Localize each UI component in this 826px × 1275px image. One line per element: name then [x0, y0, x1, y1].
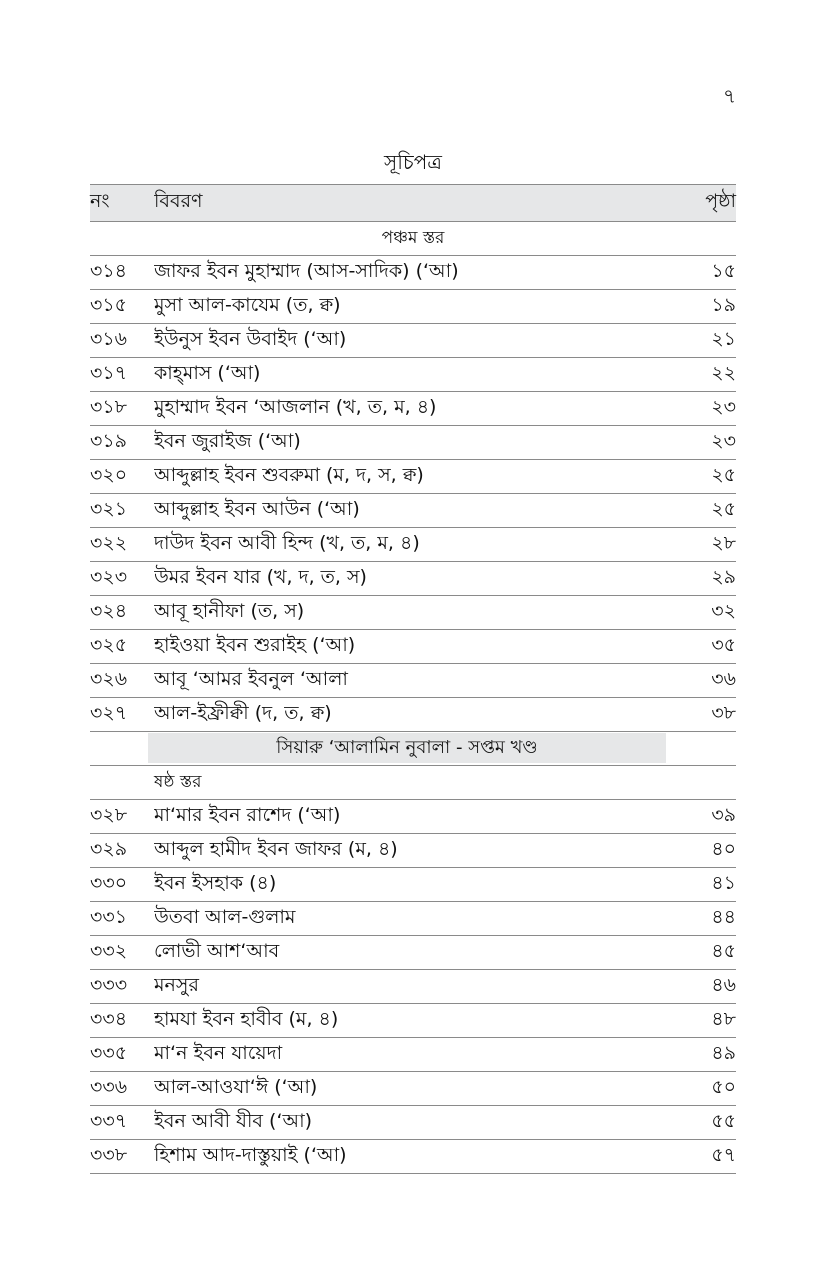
entry-page: ১৫ — [711, 259, 736, 282]
entry-page: ৪৯ — [711, 1041, 736, 1064]
entry-description: আব্দুল হামীদ ইবন জাফর (ম, ৪) — [154, 837, 398, 860]
entry-description: আবূ হানীফা (ত, স) — [154, 599, 305, 622]
entry-description: উতবা আল-গুলাম — [154, 905, 296, 928]
entry-description: হাইওয়া ইবন শুরাইহ (‘আ) — [154, 633, 356, 656]
entry-number: ৩৩৭ — [90, 1109, 128, 1132]
entry-number: ৩১৬ — [90, 327, 128, 350]
entry-page: ৪১ — [711, 871, 736, 894]
entry-description: ইবন জুরাইজ (‘আ) — [154, 429, 301, 452]
entry-description: মা‘মার ইবন রাশেদ (‘আ) — [154, 803, 341, 826]
entry-description: উমর ইবন যার (খ, দ, ত, স) — [154, 565, 367, 588]
section-heading: পঞ্চম স্তর — [90, 222, 736, 256]
table-row — [90, 834, 736, 868]
entry-description: ইবন ইসহাক (৪) — [154, 871, 277, 894]
entry-page: ২১ — [711, 327, 736, 350]
entry-description: লোভী আশ‘আব — [154, 939, 280, 962]
entry-description: আব্দুল্লাহ ইবন আউন (‘আ) — [154, 497, 360, 520]
entry-description: আবূ ‘আমর ইবনুল ‘আলা — [154, 667, 348, 690]
table-row — [90, 902, 736, 936]
entry-number: ৩২৫ — [90, 633, 128, 656]
entry-number: ৩২৯ — [90, 837, 128, 860]
table-row — [90, 596, 736, 630]
entry-page: ৪৮ — [711, 1007, 736, 1030]
header-page: পৃষ্ঠা — [705, 190, 736, 212]
entry-description: মনসুর — [154, 973, 199, 996]
entry-number: ৩২৪ — [90, 599, 128, 622]
table-row — [90, 664, 736, 698]
header-desc: বিবরণ — [154, 190, 203, 212]
header-no: নং — [90, 190, 110, 212]
entry-page: ৫৭ — [711, 1143, 736, 1166]
entry-description: হিশাম আদ-দাস্তুয়াই (‘আ) — [154, 1143, 347, 1166]
entry-number: ৩৩২ — [90, 939, 128, 962]
entry-description: ইবন আবী যীব (‘আ) — [154, 1109, 313, 1132]
entry-page: ৪৬ — [711, 973, 736, 996]
entry-description: আল-আওযা‘ঈ (‘আ) — [154, 1075, 318, 1098]
table-row — [90, 426, 736, 460]
entry-number: ৩৩৬ — [90, 1075, 128, 1098]
table-row — [90, 1004, 736, 1038]
subsection-heading: ষষ্ঠ স্তর — [154, 771, 202, 792]
entry-number: ৩১৭ — [90, 361, 128, 384]
entry-page: ২৩ — [711, 395, 736, 418]
entry-description: মা‘ন ইবন যায়েদা — [154, 1041, 283, 1064]
volume-heading: সিয়ারু ‘আলামিন নুবালা - সপ্তম খণ্ড — [148, 733, 666, 763]
entry-number: ৩৩৩ — [90, 973, 128, 996]
entry-number: ৩১৮ — [90, 395, 128, 418]
entry-page: ৩২ — [711, 599, 736, 622]
table-header — [90, 184, 736, 222]
toc-group-1 — [90, 256, 736, 732]
entry-number: ৩৩১ — [90, 905, 128, 928]
entry-description: আব্দুল্লাহ ইবন শুবরুমা (ম, দ, স, ক্ব) — [154, 463, 424, 486]
page-title: সূচিপত্র — [384, 150, 442, 174]
entry-page: ৪৫ — [711, 939, 736, 962]
entry-page: ২৯ — [711, 565, 736, 588]
entry-description: দাউদ ইবন আবী হিন্দ (খ, ত, ম, ৪) — [154, 531, 420, 554]
volume-row — [90, 732, 736, 766]
table-row — [90, 936, 736, 970]
entry-number: ৩৩৫ — [90, 1041, 128, 1064]
entry-description: মুহাম্মাদ ইবন ‘আজলান (খ, ত, ম, ৪) — [154, 395, 437, 418]
entry-page: ২৩ — [711, 429, 736, 452]
table-row — [90, 1038, 736, 1072]
toc-table — [90, 184, 736, 1174]
table-row — [90, 630, 736, 664]
entry-number: ৩২৮ — [90, 803, 128, 826]
entry-page: ২৫ — [711, 497, 736, 520]
entry-number: ৩২৭ — [90, 701, 128, 724]
entry-description: ইউনুস ইবন উবাইদ (‘আ) — [154, 327, 347, 350]
entry-page: ৩৫ — [711, 633, 736, 656]
table-row — [90, 970, 736, 1004]
entry-number: ৩২৩ — [90, 565, 128, 588]
entry-number: ৩২২ — [90, 531, 128, 554]
entry-number: ৩১৫ — [90, 293, 128, 316]
table-row — [90, 562, 736, 596]
table-row — [90, 392, 736, 426]
toc-group-2 — [90, 800, 736, 1174]
table-row — [90, 528, 736, 562]
entry-number: ৩১৯ — [90, 429, 128, 452]
entry-number: ৩২০ — [90, 463, 128, 486]
entry-page: ৪০ — [711, 837, 736, 860]
entry-page: ২৫ — [711, 463, 736, 486]
page-number: ৭ — [722, 84, 736, 108]
entry-page: ৫৫ — [711, 1109, 736, 1132]
table-row — [90, 290, 736, 324]
entry-description: হামযা ইবন হাবীব (ম, ৪) — [154, 1007, 339, 1030]
entry-page: ৩৬ — [711, 667, 736, 690]
subsection-row — [90, 766, 736, 800]
table-row — [90, 256, 736, 290]
entry-description: জাফর ইবন মুহাম্মাদ (আস-সাদিক) (‘আ) — [154, 259, 459, 282]
table-row — [90, 868, 736, 902]
entry-description: আল-ইফ্রীক্বী (দ, ত, ক্ব) — [154, 701, 332, 724]
entry-number: ৩২৬ — [90, 667, 128, 690]
entry-number: ৩১৪ — [90, 259, 128, 282]
table-row — [90, 358, 736, 392]
table-row — [90, 1072, 736, 1106]
table-row — [90, 698, 736, 732]
entry-description: মুসা আল-কাযেম (ত, ক্ব) — [154, 293, 341, 316]
entry-number: ৩৩০ — [90, 871, 128, 894]
table-row — [90, 800, 736, 834]
entry-number: ৩৩৮ — [90, 1143, 128, 1166]
table-row — [90, 324, 736, 358]
table-row — [90, 494, 736, 528]
table-row — [90, 460, 736, 494]
entry-page: ৩৯ — [711, 803, 736, 826]
entry-page: ৫০ — [711, 1075, 736, 1098]
entry-page: ৪৪ — [711, 905, 736, 928]
entry-number: ৩৩৪ — [90, 1007, 128, 1030]
entry-number: ৩২১ — [90, 497, 128, 520]
entry-page: ২২ — [711, 361, 736, 384]
table-row — [90, 1140, 736, 1174]
entry-page: ৩৮ — [711, 701, 736, 724]
table-row — [90, 1106, 736, 1140]
entry-page: ২৮ — [711, 531, 736, 554]
entry-page: ১৯ — [711, 293, 736, 316]
entry-description: কাহ্‌মাস (‘আ) — [154, 361, 261, 384]
